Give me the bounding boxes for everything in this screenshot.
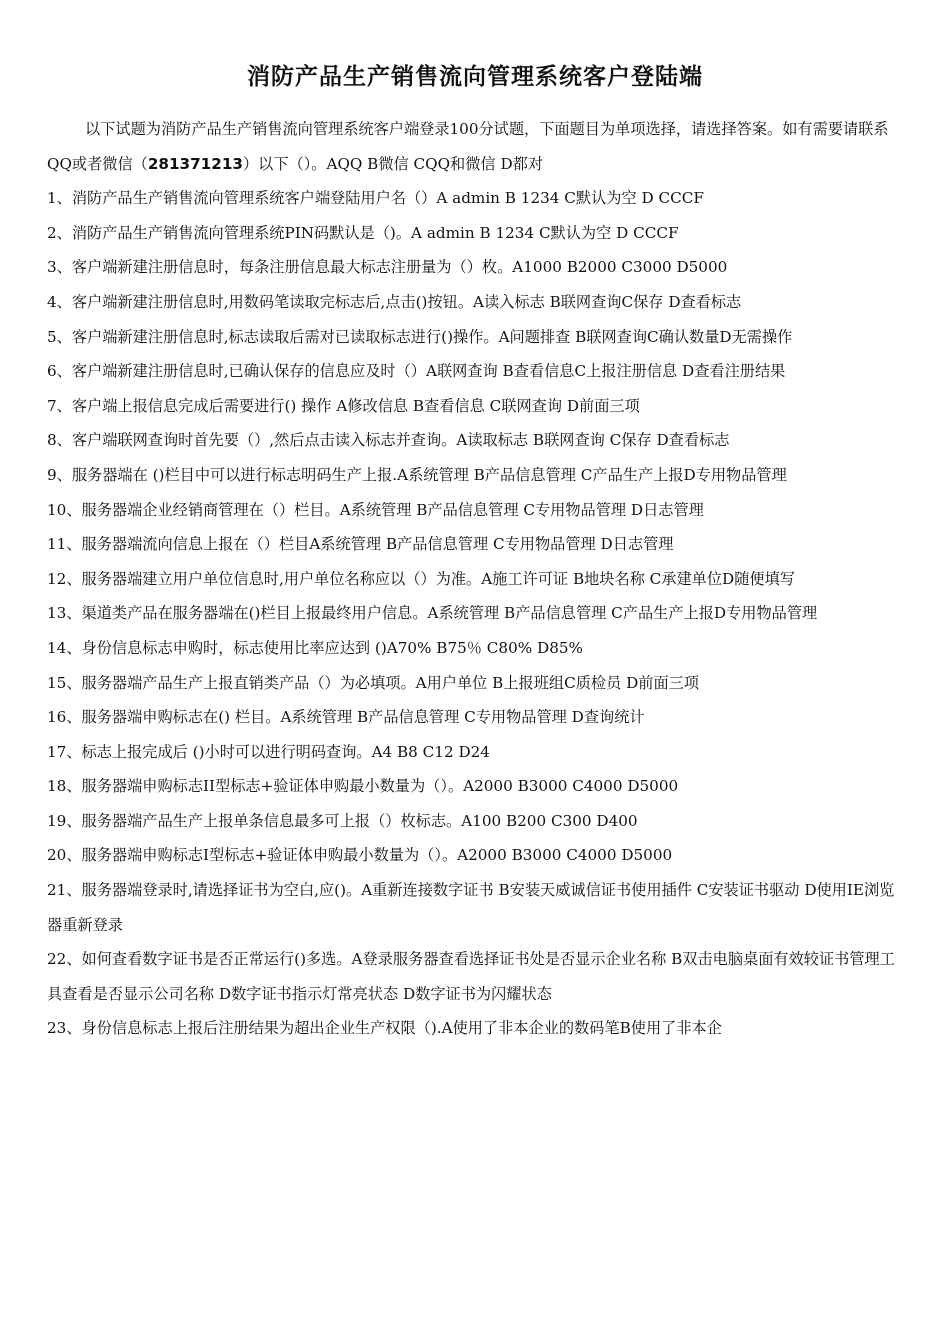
question-item: 21、服务器端登录时,请选择证书为空白,应()。A重新连接数字证书 B安装天威诚信证书使用插件 C安装证书驱动 D使用IE浏览器重新登录 [47, 881, 895, 934]
document-title: 消防产品生产销售流向管理系统客户登陆端 [247, 64, 703, 90]
intro-paragraph [47, 112, 909, 181]
question-item: 19、服务器端产品生产上报单条信息最多可上报（）枚标志。A100 B200 C300 D400 [47, 811, 638, 830]
question-item: 2、消防产品生产销售流向管理系统PIN码默认是（)。A admin B 1234 C默认为空 D CCCF [47, 223, 679, 242]
question-item: 8、客户端联网查询时首先要（）,然后点击读入标志并查询。A读取标志 B联网查询 C保存 D查看标志 [47, 431, 730, 450]
contact-number: 281371213 [147, 154, 243, 173]
question-item: 1、消防产品生产销售流向管理系统客户端登陆用户名（）A admin B 1234 C默认为空 D CCCF [47, 189, 704, 208]
question-item: 3、客户端新建注册信息时，每条注册信息最大标志注册量为（）枚。A1000 B2000 C3000 D5000 [47, 258, 728, 277]
question-item: 15、服务器端产品生产上报直销类产品（）为必填项。A用户单位 B上报班组C质检员 D前面三项 [47, 673, 700, 692]
question-item: 16、服务器端申购标志在() 栏目。A系统管理 B产品信息管理 C专用物品管理 D查询统计 [47, 708, 645, 727]
document-body [47, 112, 909, 1046]
question-item: 7、客户端上报信息完成后需要进行() 操作 A修改信息 B查看信息 C联网查询 D前面三项 [47, 396, 640, 415]
question-item: 12、服务器端建立用户单位信息时,用户单位名称应以（）为准。A施工许可证 B地块名称 C承建单位D随便填写 [47, 569, 795, 588]
intro-text-end: ）以下（）。AQQ B微信 CQQ和微信 D都对 [242, 154, 544, 173]
question-item: 20、服务器端申购标志I型标志+验证体申购最小数量为（）。A2000 B3000 C4000 D5000 [47, 846, 673, 865]
question-item: 17、标志上报完成后 ()小时可以进行明码查询。A4 B8 C12 D24 [47, 742, 490, 761]
question-item: 22、如何查看数字证书是否正常运行()多选。A登录服务器查看选择证书处是否显示企业名称 B双击电脑桌面有效较证书管理工具查看是否显示公司名称 D数字证书指示灯常亮状态 D数字证书为闪耀状态 [47, 950, 895, 1003]
question-item: 18、服务器端申购标志II型标志+验证体申购最小数量为（）。A2000 B3000 C4000 D5000 [47, 777, 679, 796]
intro-text: 以下试题为消防产品生产销售流向管理系统客户端登录100分试题，下面题目为单项选择，请选择答案。如有需要请联系QQ或者微信（ [47, 120, 889, 173]
question-item: 23、身份信息标志上报后注册结果为超出企业生产权限（).A使用了非本企业的数码笔B使用了非本企 [47, 1019, 722, 1038]
question-item: 13、渠道类产品在服务器端在()栏目上报最终用户信息。A系统管理 B产品信息管理 C产品生产上报D专用物品管理 [47, 604, 818, 623]
question-item: 9、服务器端在 ()栏目中可以进行标志明码生产上报.A系统管理 B产品信息管理 C产品生产上报D专用物品管理 [47, 465, 787, 484]
question-item: 10、服务器端企业经销商管理在（）栏目。A系统管理 B产品信息管理 C专用物品管理 D日志管理 [47, 500, 704, 519]
question-item: 11、服务器端流向信息上报在（）栏目A系统管理 B产品信息管理 C专用物品管理 D日志管理 [47, 535, 674, 554]
question-item: 6、客户端新建注册信息时,已确认保存的信息应及时（）A联网查询 B查看信息C上报注册信息 D查看注册结果 [47, 362, 786, 381]
question-item: 5、客户端新建注册信息时,标志读取后需对已读取标志进行()操作。A问题排查 B联网查询C确认数量D无需操作 [47, 327, 793, 346]
question-item: 14、身份信息标志申购时，标志使用比率应达到 ()A70% B75％ C80% D85% [47, 638, 583, 657]
question-item: 4、客户端新建注册信息时,用数码笔读取完标志后,点击()按钮。A读入标志 B联网查询C保存 D查看标志 [47, 292, 742, 311]
